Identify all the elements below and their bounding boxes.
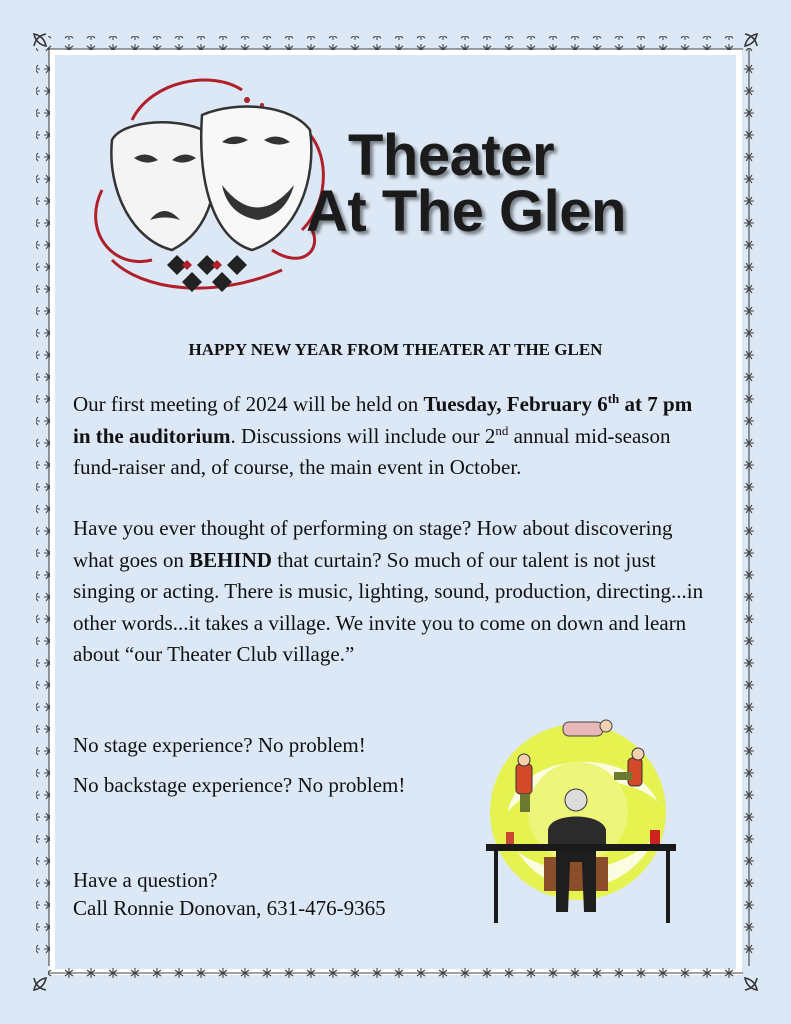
invite-post: that curtain? So much of our talent is not just singing or acting. There is music, lighting, sound, production, directing...in other words...it takes a village. We invite you to come on down and learn about “our Theater Club village.” [73, 547, 704, 666]
contact-call: Call Ronnie Donovan, 631-476-9365 [73, 896, 386, 920]
performers-clipart-icon [478, 712, 688, 927]
no-backstage-line: No backstage experience? No problem! [73, 773, 406, 797]
comedy-tragedy-masks-icon [72, 60, 342, 330]
meeting-rest: annual mid-season fund-raiser and, of course, the main event in October. [73, 423, 671, 479]
invite-bold: BEHIND [189, 547, 272, 572]
annual-sup: nd [495, 422, 509, 438]
meeting-paragraph [73, 389, 713, 484]
page-title [306, 123, 626, 244]
no-stage-line: No stage experience? No problem! [73, 733, 366, 757]
meeting-date: Tuesday, February 6th at 7 pm in the auditorium [73, 391, 693, 448]
invite-paragraph [73, 513, 713, 671]
meeting-mid: . Discussions will include our 2 [230, 423, 496, 448]
contact-question: Have a question? [73, 868, 218, 892]
meeting-intro: Our first meeting of 2024 will be held on [73, 392, 424, 416]
headline: HAPPY NEW YEAR FROM THEATER AT THE GLEN [188, 340, 603, 359]
title-line-2: At The Glen [306, 179, 626, 244]
invite-pre: Have you ever thought of performing on stage? How about discovering what goes on [73, 516, 673, 572]
title-line-1: Theater [348, 123, 555, 188]
